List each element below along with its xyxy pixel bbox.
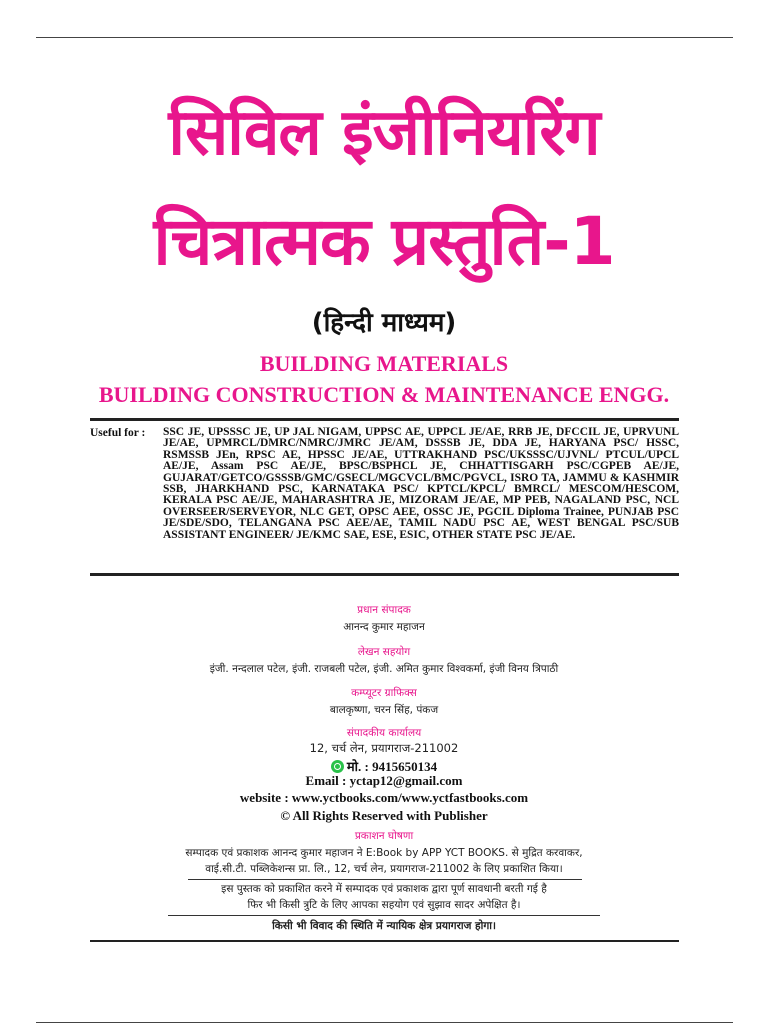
note-line1: इस पुस्तक को प्रकाशित करने में सम्पादक एवं प्रकाशक द्वारा पूर्ण सावधानी बरती गई है bbox=[221, 883, 547, 895]
book-title-line1: सिविल इंजीनियरिंग bbox=[168, 96, 600, 170]
chief-editor-name: आनन्द कुमार महाजन bbox=[343, 621, 425, 633]
jurisdiction-note: किसी भी विवाद की स्थिति में न्यायिक क्षेत्र प्रयागराज होगा। bbox=[272, 920, 496, 932]
subject-line2: BUILDING CONSTRUCTION & MAINTENANCE ENGG. bbox=[98, 382, 670, 407]
note-line2: फिर भी किसी त्रुटि के लिए आपका सहयोग एवं सुझाव सादर अपेक्षित है। bbox=[247, 899, 521, 911]
publication-heading: प्रकाशन घोषणा bbox=[354, 830, 414, 842]
website: website : www.yctbooks.com/www.yctfastbooks.com bbox=[239, 790, 529, 805]
publication-line1: सम्पादक एवं प्रकाशक आनन्द कुमार महाजन ने E:Book by APP YCT BOOKS. से मुद्रित करवाकर, bbox=[185, 847, 583, 859]
bottom-rule bbox=[36, 1022, 733, 1023]
book-title-line2: चित्रात्मक प्रस्तुति-1 bbox=[153, 203, 615, 280]
subject-line1: BUILDING MATERIALS bbox=[259, 351, 509, 376]
writers-names: इंजी. नन्दलाल पटेल, इंजी. राजबली पटेल, इंजी. अमित कुमार विश्वकर्मा, इंजी विनय त्रिपाठी bbox=[209, 663, 559, 675]
divider bbox=[168, 915, 600, 916]
writing-heading: लेखन सहयोग bbox=[357, 646, 411, 658]
office-address: 12, चर्च लेन, प्रयागराज-211002 bbox=[309, 741, 459, 755]
divider bbox=[90, 940, 679, 942]
divider bbox=[188, 879, 582, 880]
whatsapp-icon bbox=[331, 760, 344, 773]
divider bbox=[90, 573, 679, 576]
office-heading: संपादकीय कार्यालय bbox=[346, 727, 422, 739]
graphics-heading: कम्प्यूटर ग्राफिक्स bbox=[351, 687, 417, 699]
useful-for-list: SSC JE, UPSSSC JE, UP JAL NIGAM, UPPSC AE, UPPCL JE/AE, RRB JE, DFCCIL JE, UPRVUNL JE/AE, UPMRCL/DMRC/NMRC/JMRC JE/AM, DSSSB JE, DDA JE, HARYANA PSC/ HSSC, RSMSSB JEn, RPSC AE, HPSSC JE/AE, UTTRAKHAND PSC/UKSSSC/UJVNL/ PTCUL/UPCL AE/JE, Assam PSC AE/JE, BPSC/BSPHCL JE, CHHATTISGARH PSC/CGPEB AE/JE, GUJARAT/GETCO/GSSSB/GMC/GSECL/MGCVCL/BMC/PGVCL, ISRO TA, JAMMU & KASHMIR SSB, JHARKHAND PSC, KARNATAKA PSC/ KPTCL/KPCL/ BMRCL/ MESCOM/HESCOM, KERALA PSC AE/JE, MAHARASHTRA JE, MIZORAM JE/AE, MP PEB, NAGALAND PSC, NCL OVERSEER/SERVEYOR, NLC GET, OPSC AEE, OSSC JE, PGCIL Diploma Trainee, PUNJAB PSC JE/SDE/SDO, TELANGANA PSC AEE/AE, TAMIL NADU PSC AE, WEST BENGAL PSC/SUB ASSISTANT ENGINEER/ JE/KMC SAE, ESE, ESIC, OTHER STATE PSC JE/AE. bbox=[163, 426, 679, 541]
graphics-names: बालकृष्णा, चरन सिंह, पंकज bbox=[329, 704, 439, 716]
medium-label: (हिन्दी माध्यम) bbox=[311, 308, 457, 338]
publication-line2: वाई.सी.टी. पब्लिकेशन्स प्रा. लि., 12, चर्च लेन, प्रयागराज-211002 के लिए प्रकाशित किया। bbox=[205, 863, 563, 875]
chief-editor-heading: प्रधान संपादक bbox=[357, 604, 411, 616]
useful-for-label: Useful for : bbox=[90, 427, 146, 439]
rights-notice: © All Rights Reserved with Publisher bbox=[280, 808, 488, 823]
top-rule bbox=[36, 37, 733, 38]
mobile-number: मो. : 9415650134 bbox=[346, 759, 438, 774]
email: Email : yctap12@gmail.com bbox=[305, 773, 463, 788]
divider bbox=[90, 418, 679, 421]
